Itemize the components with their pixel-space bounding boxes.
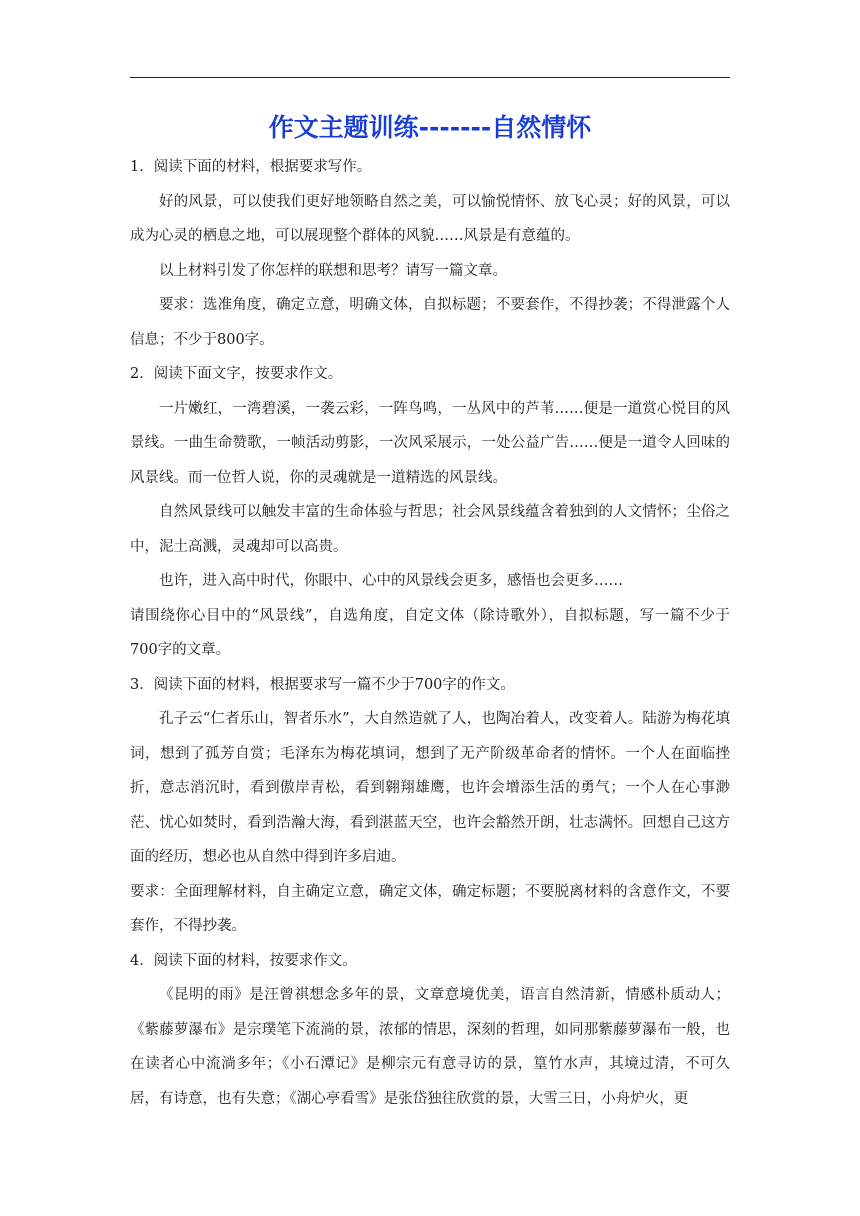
paragraph: 要求：全面理解材料，自主确定立意，确定文体，确定标题；不要脱离材料的含意作文，不要套作，不得抄袭。	[130, 883, 730, 934]
paragraph: 孔子云“仁者乐山，智者乐水”，大自然造就了人，也陶冶着人，改变着人。陆游为梅花填词，想到了孤芳自赏；毛泽东为梅花填词，想到了无产阶级革命者的情怀。一个人在面临挫折，意志消沉时，看到傲岸青松，看到翱翔雄鹰，也许会增添生活的勇气；一个人在心事渺茫、忧心如焚时，看到浩瀚大海，看到湛蓝天空，也许会豁然开朗，壮志满怀。回想自己这方面的经历，想必也从自然中得到许多启迪。	[130, 711, 730, 865]
paragraph: 请围绕你心目中的“风景线”，自选角度，自定文体（除诗歌外），自拟标题，写一篇不少于700字的文章。	[130, 607, 730, 658]
paragraph: 好的风景，可以使我们更好地领略自然之美，可以愉悦情怀、放飞心灵；好的风景，可以成为心灵的栖息之地，可以展现整个群体的风貌……风景是有意蕴的。	[130, 193, 730, 244]
paragraph: 一片嫩红，一湾碧溪，一袭云彩，一阵鸟鸣，一丛风中的芦苇……便是一道赏心悦目的风景线。一曲生命赞歌，一帧活动剪影，一次风采展示，一处公益广告……便是一道令人回味的风景线。而一位哲人说，你的灵魂就是一道精选的风景线。	[130, 400, 730, 486]
paragraph: 《昆明的雨》是汪曾祺想念多年的景，文章意境优美，语言自然清新，情感朴质动人；《紫藤萝瀑布》是宗璞笔下流淌的景，浓郁的情思，深刻的哲理，如同那紫藤萝瀑布一般，也在读者心中流淌多年；《小石潭记》是柳宗元有意寻访的景，篁竹水声，其境过清，不可久居，有诗意，也有失意；《湖心亭看雪》是张岱独往欣赏的景，大雪三日，小舟炉火，更	[130, 987, 730, 1107]
document-title: 作文主题训练-------自然情怀	[268, 113, 592, 142]
paragraph: 4．阅读下面的材料，按要求作文。	[130, 952, 357, 969]
paragraph: 以上材料引发了你怎样的联想和思考？请写一篇文章。	[159, 262, 507, 279]
document-body	[130, 108, 730, 1116]
paragraph: 自然风景线可以触发丰富的生命体验与哲思；社会风景线蕴含着独到的人文情怀；尘俗之中，泥土高溅，灵魂却可以高贵。	[130, 504, 730, 555]
header-rule	[130, 77, 730, 78]
paragraph: 3．阅读下面的材料，根据要求写一篇不少于700字的作文。	[130, 676, 515, 693]
paragraph-list	[130, 150, 730, 1116]
paragraph: 要求：选准角度，确定立意，明确文体，自拟标题；不要套作，不得抄袭；不得泄露个人信息；不少于800字。	[130, 297, 730, 348]
paragraph: 2．阅读下面文字，按要求作文。	[130, 366, 343, 382]
paragraph: 1．阅读下面的材料，根据要求写作。	[130, 159, 372, 175]
paragraph: 也许，进入高中时代，你眼中、心中的风景线会更多，感悟也会更多……	[159, 573, 623, 589]
